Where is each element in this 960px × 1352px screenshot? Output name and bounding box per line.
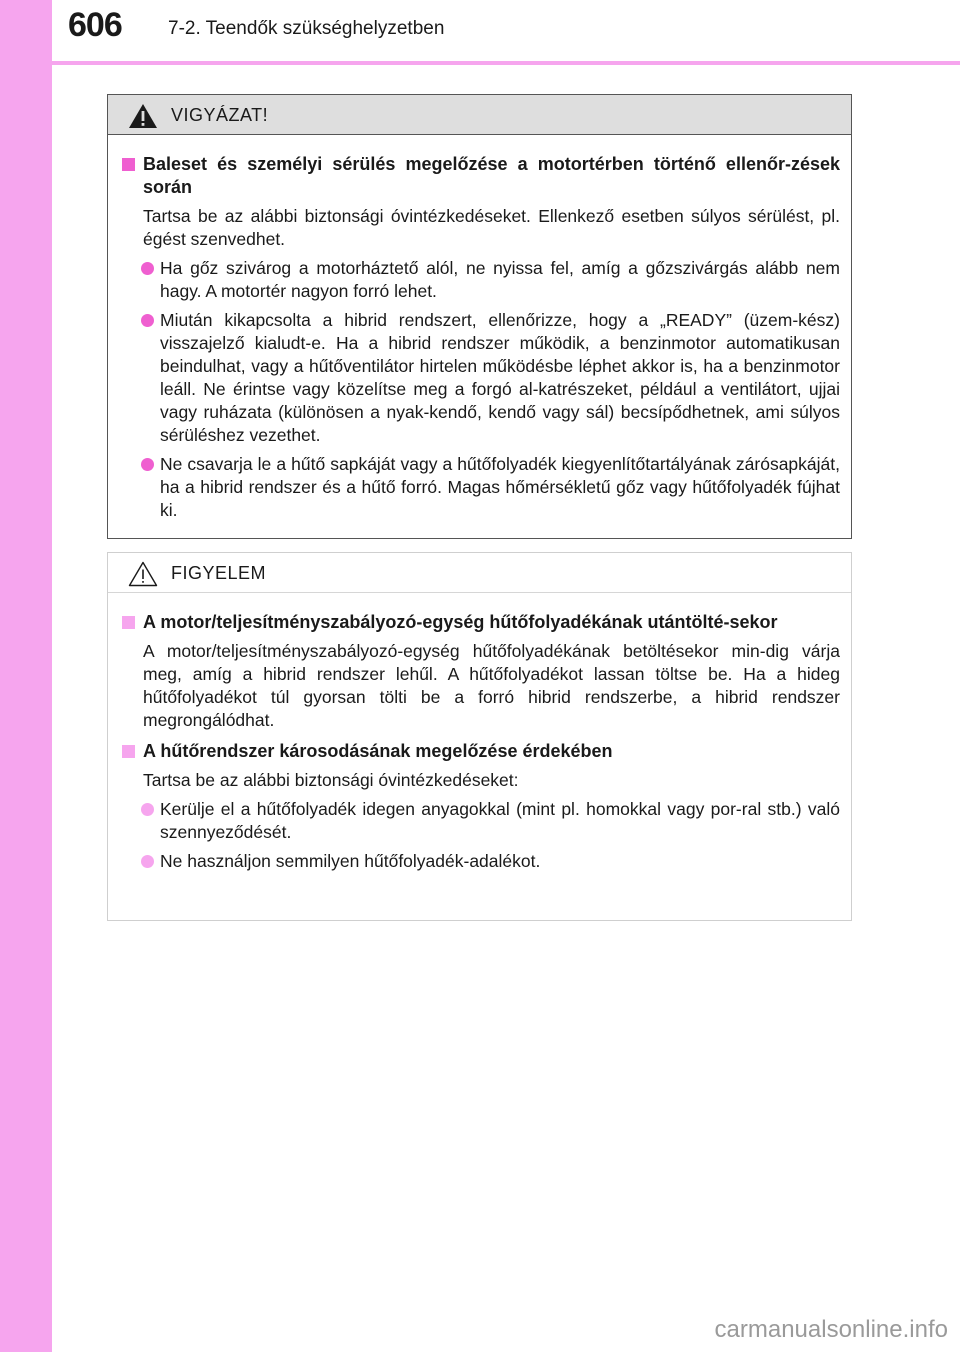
caution-heading-text: A motor/teljesítményszabályozó-egység hűtőfolyadékának utántölté-sekor [143, 612, 778, 632]
caution-box [107, 552, 852, 921]
warning-bullet [122, 257, 840, 303]
caution-box-header [108, 553, 851, 593]
round-bullet-icon [141, 803, 154, 816]
square-bullet-icon [122, 158, 135, 171]
warning-heading [122, 153, 840, 199]
warning-paragraph: Tartsa be az alábbi biztonsági óvintézkedéseket. Ellenkező esetben súlyos sérülést, pl. égést szenvedhet. [143, 206, 840, 249]
caution-bullet-text: Kerülje el a hűtőfolyadék idegen anyagokkal (mint pl. homokkal vagy por-ral stb.) való szennyeződését. [160, 799, 840, 842]
warning-label: VIGYÁZAT! [171, 105, 269, 125]
square-bullet-icon [122, 616, 135, 629]
round-bullet-icon [141, 855, 154, 868]
header-rule [52, 61, 960, 65]
section-title: 7-2. Teendők szükséghelyzetben [168, 18, 445, 39]
caution-bullet [122, 850, 840, 873]
caution-heading-text: A hűtőrendszer károsodásának megelőzése érdekében [143, 741, 613, 761]
caution-label: FIGYELEM [171, 563, 267, 583]
warning-bullet-text: Ha gőz szivárog a motorháztető alól, ne nyissa fel, amíg a gőzszivárgás alább nem hagy. A motortér nagyon forró lehet. [160, 258, 840, 301]
warning-bullet [122, 453, 840, 522]
page-number: 606 [68, 6, 122, 44]
warning-heading-text: Baleset és személyi sérülés megelőzése a motortérben történő ellenőr-zések során [143, 154, 840, 197]
round-bullet-icon [141, 262, 154, 275]
warning-bullet [122, 309, 840, 447]
warning-triangle-icon [128, 103, 158, 129]
caution-paragraph: A motor/teljesítményszabályozó-egység hűtőfolyadékának betöltésekor min-dig várja meg, amíg a hibrid rendszer lehűl. A hűtőfolyadékot lassan töltse be. Ha a hideg hűtőfolyadékot túl gyorsan tölti be a forró hibrid rendszerbe, a hibrid rendszer megrongálódhat. [143, 641, 840, 730]
caution-heading [122, 611, 840, 634]
caution-bullet-text: Ne használjon semmilyen hűtőfolyadék-adalékot. [160, 851, 541, 871]
warning-bullet-text: Miután kikapcsolta a hibrid rendszert, ellenőrizze, hogy a „READY” (üzem-kész) visszajelző kialudt-e. Ha a hibrid rendszer működik, a benzinmotor automatikusan beindulhat, vagy a hűtőventilátor hirtelen működésbe léphet akkor is, ha a benzinmotor leáll. Ne érintse vagy közelítse meg a forgó al-katrészeket, például a ventilátort, ujjai vagy ruházata (különösen a nyak-kendő, kendő vagy sál) becsípődhetnek, ami súlyos sérüléshez vezethet. [160, 310, 840, 445]
caution-paragraph: Tartsa be az alábbi biztonsági óvintézkedéseket: [143, 770, 519, 790]
watermark: carmanualsonline.info [714, 1316, 948, 1343]
warning-bullet-text: Ne csavarja le a hűtő sapkáját vagy a hűtőfolyadék kiegyenlítőtartályának zárósapkáját, ha a hibrid rendszer és a hűtő forró. Magas hőmérsékletű gőz vagy hűtőfolyadék fújhat ki. [160, 454, 840, 520]
warning-box-header [108, 95, 851, 135]
caution-triangle-icon [128, 561, 158, 587]
warning-box [107, 94, 852, 539]
round-bullet-icon [141, 314, 154, 327]
round-bullet-icon [141, 458, 154, 471]
warning-box-body [108, 135, 851, 522]
caution-bullet [122, 798, 840, 844]
caution-heading [122, 740, 840, 763]
square-bullet-icon [122, 745, 135, 758]
side-color-band [0, 0, 52, 1352]
caution-box-body [108, 593, 851, 873]
